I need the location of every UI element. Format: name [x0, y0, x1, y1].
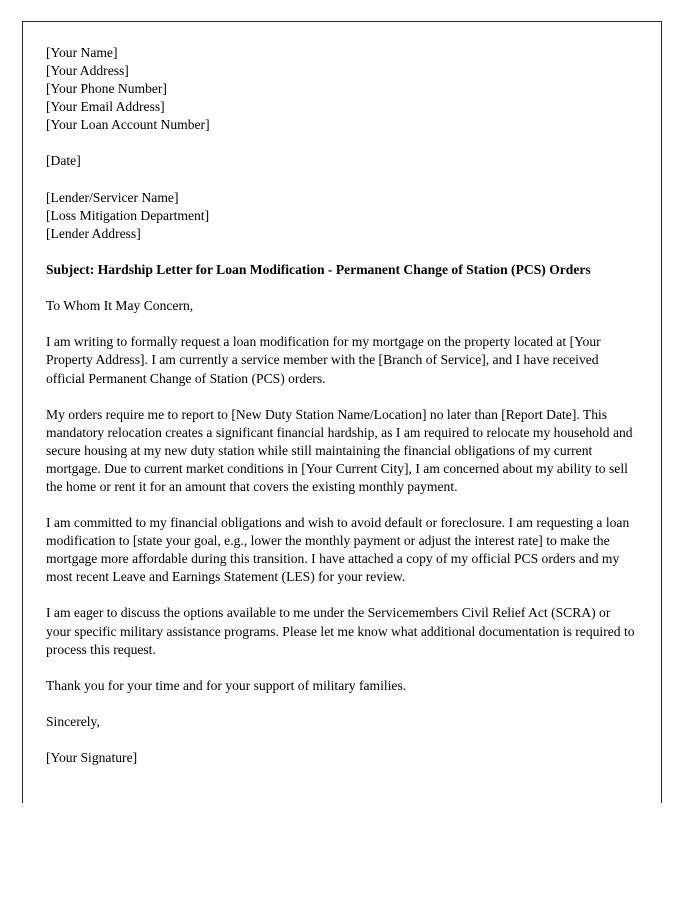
sender-name: [Your Name] [46, 45, 118, 60]
recipient-lender-name: [Lender/Servicer Name] [46, 189, 179, 205]
letter-content [46, 44, 635, 767]
sender-address: [Your Address] [46, 63, 129, 79]
recipient-address-block [46, 189, 635, 243]
sender-email: [Your Email Address] [46, 99, 165, 115]
body-paragraph-2: My orders require me to report to [New Duty Station Name/Location] no later than [Report Date]. This mandatory relocation creates a significant financial hardship, as I am required to relocate my household and secure housing at my new duty station while still maintaining the financial obligations of my current mortgage. Due to current market conditions in [Your Current City], I am concerned about my ability to sell the home or rent it for an amount that covers the existing monthly payment. [46, 406, 633, 494]
recipient-department: [Loss Mitigation Department] [46, 207, 210, 223]
body-paragraph-5: Thank you for your time and for your support of military families. [46, 677, 407, 693]
body-paragraph-3: I am committed to my financial obligations and wish to avoid default or foreclosure. I am requesting a loan modification to [state your goal, e.g., lower the monthly payment or adjust the interest rate] to make the mortgage more affordable during this transition. I have attached a copy of my official PCS orders and my most recent Leave and Earnings Statement (LES) for your review. [46, 515, 630, 585]
letter-date: [Date] [46, 153, 81, 169]
sender-phone: [Your Phone Number] [46, 81, 167, 97]
recipient-address: [Lender Address] [46, 225, 141, 241]
subject-line: Subject: Hardship Letter for Loan Modification - Permanent Change of Station (PCS) Orders [46, 261, 591, 277]
document-page [22, 21, 662, 803]
body-paragraph-4: I am eager to discuss the options available to me under the Servicemembers Civil Relief Act (SCRA) or your specific military assistance programs. Please let me know what additional documentation is required to process this request. [46, 605, 635, 657]
closing: Sincerely, [46, 713, 100, 729]
sender-address-block [46, 44, 635, 134]
salutation: To Whom It May Concern, [46, 298, 194, 314]
body-paragraph-1: I am writing to formally request a loan modification for my mortgage on the property located at [Your Property Address]. I am currently a service member with the [Branch of Service], and I have received official Permanent Change of Station (PCS) orders. [46, 334, 601, 386]
sender-loan-account-number: [Your Loan Account Number] [46, 117, 210, 133]
signature-placeholder: [Your Signature] [46, 749, 138, 765]
